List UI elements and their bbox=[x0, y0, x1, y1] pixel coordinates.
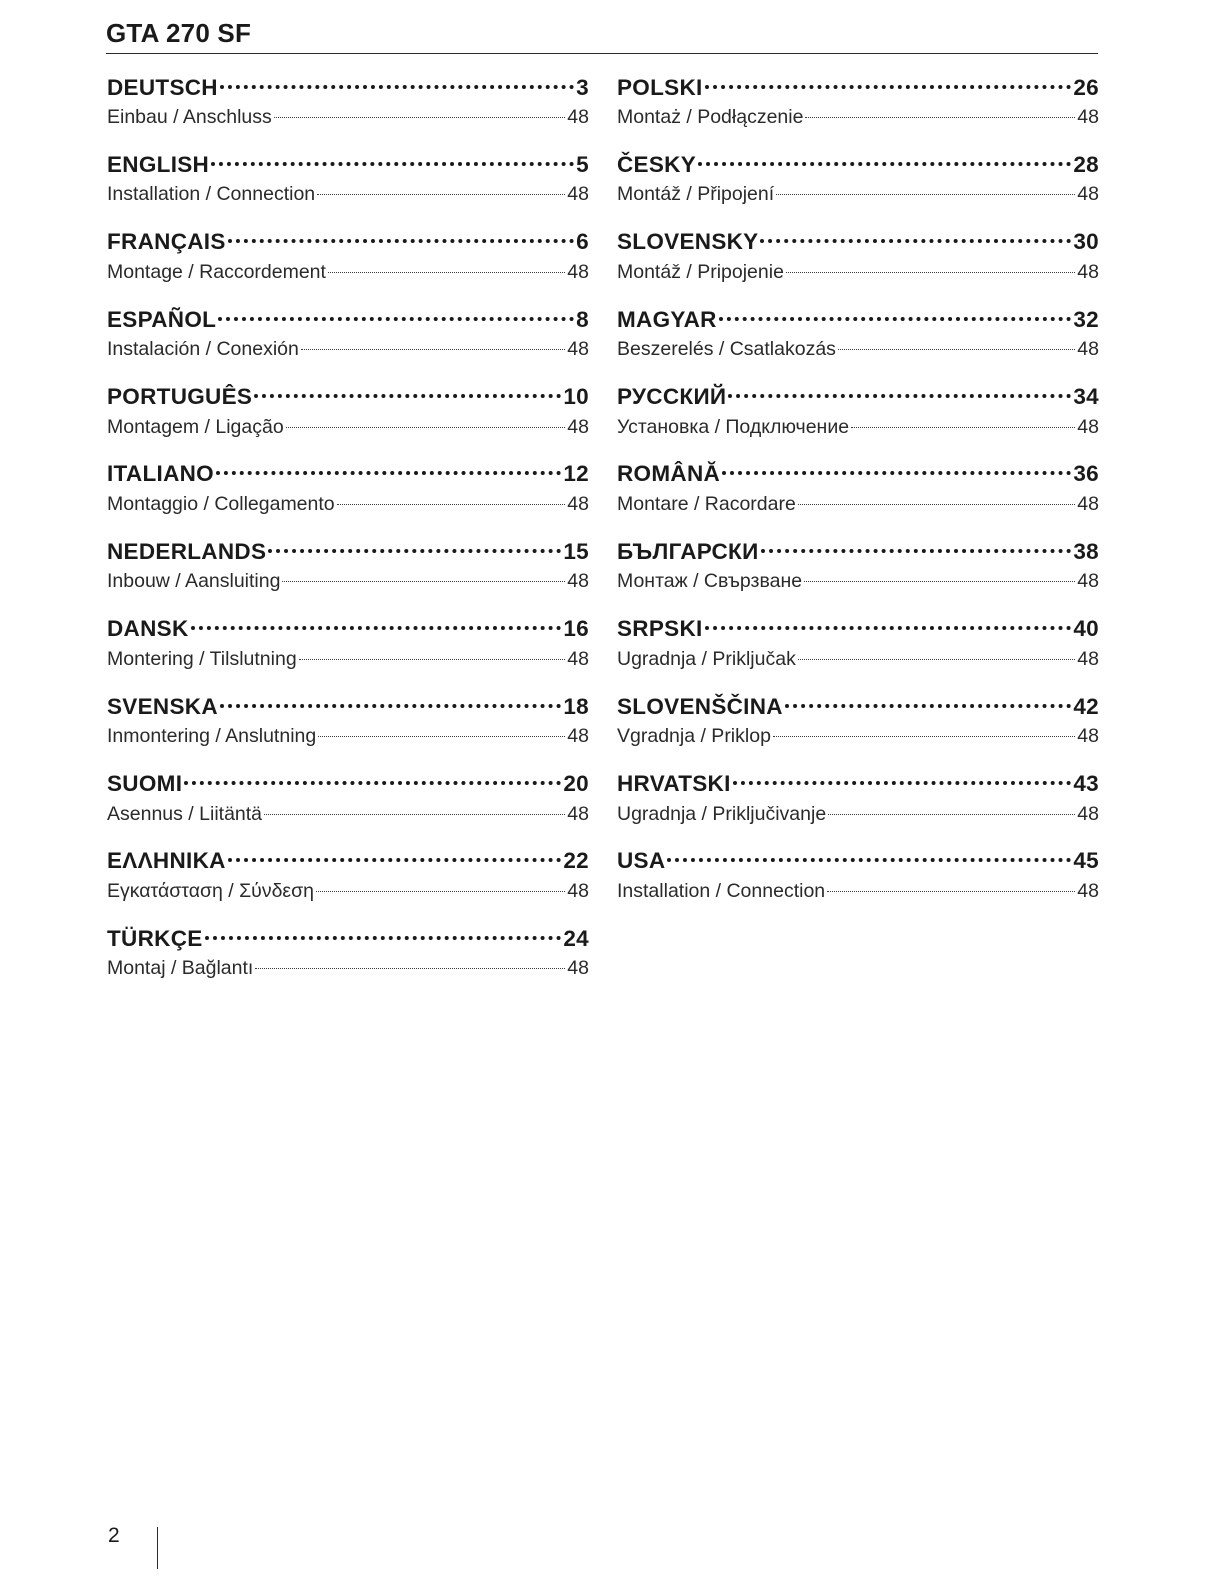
toc-page-number: 22 bbox=[563, 848, 589, 874]
toc-subsection-page: 48 bbox=[1077, 879, 1099, 902]
toc-subsection-label: Installation / Connection bbox=[107, 183, 316, 206]
dot-leader bbox=[301, 330, 565, 351]
dot-leader bbox=[220, 62, 574, 89]
toc-page-number: 12 bbox=[563, 461, 589, 487]
toc-language-label: ΕΛΛΗΝΙΚΑ bbox=[107, 848, 226, 874]
toc-subsection[interactable] bbox=[617, 566, 1099, 596]
toc-subsection[interactable] bbox=[107, 876, 589, 906]
toc-subsection[interactable] bbox=[107, 257, 589, 287]
toc-subsection-label: Montaggio / Collegamento bbox=[107, 492, 335, 515]
toc-language-label: DANSK bbox=[107, 616, 189, 642]
toc-subsection[interactable] bbox=[107, 799, 589, 829]
dot-leader bbox=[705, 62, 1072, 89]
toc-subsection[interactable] bbox=[107, 721, 589, 751]
toc-subsection-page: 48 bbox=[567, 957, 589, 980]
toc-subsection-page: 48 bbox=[567, 570, 589, 593]
toc-subsection-page: 48 bbox=[567, 260, 589, 283]
toc-subsection[interactable] bbox=[107, 334, 589, 364]
toc-entry[interactable] bbox=[107, 223, 589, 300]
toc-language-label: FRANÇAIS bbox=[107, 229, 226, 255]
toc-page-number: 15 bbox=[563, 538, 589, 564]
toc-entry[interactable] bbox=[617, 455, 1099, 532]
toc-subsection-label: Inmontering / Anslutning bbox=[107, 725, 317, 748]
toc-subsection[interactable] bbox=[617, 179, 1099, 209]
toc-subsection-label: Montagem / Ligação bbox=[107, 415, 284, 438]
dot-leader bbox=[761, 526, 1072, 553]
toc-page-number: 43 bbox=[1073, 771, 1099, 797]
toc-subsection[interactable] bbox=[107, 179, 589, 209]
dot-leader bbox=[733, 759, 1072, 786]
toc-entry[interactable] bbox=[617, 687, 1099, 764]
toc-subsection-label: Einbau / Anschluss bbox=[107, 106, 272, 128]
toc-subsection-page: 48 bbox=[1077, 802, 1099, 825]
toc-subsection-page: 48 bbox=[1077, 647, 1099, 670]
toc-language-label: NEDERLANDS bbox=[107, 538, 267, 564]
toc-language-label: PORTUGUÊS bbox=[107, 384, 253, 410]
toc-language-label: БЪЛГАРСКИ bbox=[617, 538, 759, 564]
dot-leader bbox=[317, 175, 565, 196]
toc-language-label: SRPSKI bbox=[617, 616, 703, 642]
toc-subsection[interactable] bbox=[617, 721, 1099, 751]
toc-page-number: 26 bbox=[1073, 74, 1099, 100]
toc-page-number: 30 bbox=[1073, 229, 1099, 255]
toc-subsection-label: Montaż / Podłączenie bbox=[617, 106, 804, 128]
toc-subsection[interactable] bbox=[107, 953, 589, 983]
toc-subsection[interactable] bbox=[107, 102, 589, 132]
toc-language-label: ČESKY bbox=[617, 151, 697, 177]
toc-subsection-page: 48 bbox=[1077, 338, 1099, 361]
toc-subsection-page: 48 bbox=[1077, 415, 1099, 438]
toc-page-number: 32 bbox=[1073, 306, 1099, 332]
toc-subsection[interactable] bbox=[617, 334, 1099, 364]
toc-entry[interactable] bbox=[107, 455, 589, 532]
toc-language-label: ROMÂNĂ bbox=[617, 461, 721, 487]
toc-subsection-label: Ugradnja / Priključak bbox=[617, 647, 796, 670]
dot-leader bbox=[228, 217, 575, 244]
toc-left-column bbox=[107, 68, 589, 997]
title-divider bbox=[106, 53, 1098, 54]
toc-entry[interactable] bbox=[617, 842, 1099, 919]
dot-leader bbox=[851, 407, 1075, 428]
toc-language-label: SLOVENSKY bbox=[617, 229, 759, 255]
page-title: GTA 270 SF bbox=[106, 18, 252, 48]
toc-subsection[interactable] bbox=[617, 489, 1099, 519]
dot-leader bbox=[804, 562, 1075, 583]
toc-entry[interactable] bbox=[107, 145, 589, 222]
dot-leader bbox=[838, 330, 1075, 351]
toc-subsection-label: Instalación / Conexión bbox=[107, 338, 299, 361]
toc-subsection[interactable] bbox=[617, 412, 1099, 442]
dot-leader bbox=[216, 449, 561, 476]
toc-language-label: MAGYAR bbox=[617, 306, 717, 332]
toc-entry[interactable] bbox=[107, 300, 589, 377]
toc-language-label: HRVATSKI bbox=[617, 771, 731, 797]
toc-language-label: SLOVENŠČINA bbox=[617, 693, 783, 719]
toc-entry[interactable] bbox=[107, 919, 589, 996]
dot-leader bbox=[191, 604, 562, 631]
dot-leader bbox=[282, 562, 565, 583]
dot-leader bbox=[299, 639, 566, 660]
toc-right-column bbox=[617, 68, 1099, 919]
toc-page-number: 40 bbox=[1073, 616, 1099, 642]
dot-leader bbox=[828, 794, 1075, 815]
toc-page-number: 24 bbox=[563, 925, 589, 951]
toc-page-number: 42 bbox=[1073, 693, 1099, 719]
dot-leader bbox=[255, 949, 565, 970]
dot-leader bbox=[786, 252, 1075, 273]
dot-leader bbox=[274, 98, 566, 119]
toc-entry[interactable] bbox=[617, 610, 1099, 687]
dot-leader bbox=[218, 294, 574, 321]
toc-subsection-label: Beszerelés / Csatlakozás bbox=[617, 338, 836, 361]
page-number: 2 bbox=[108, 1524, 120, 1547]
toc-page-number: 38 bbox=[1073, 538, 1099, 564]
toc-entry[interactable] bbox=[107, 68, 589, 145]
toc-language-label: TÜRKÇE bbox=[107, 925, 203, 951]
toc-entry[interactable] bbox=[107, 532, 589, 609]
dot-leader bbox=[264, 794, 565, 815]
dot-leader bbox=[827, 871, 1075, 892]
toc-subsection-label: Inbouw / Aansluiting bbox=[107, 570, 281, 593]
toc-subsection[interactable] bbox=[107, 566, 589, 596]
toc-subsection-page: 48 bbox=[567, 725, 589, 748]
dot-leader bbox=[667, 836, 1071, 863]
dot-leader bbox=[184, 759, 561, 786]
dot-leader bbox=[228, 836, 562, 863]
toc-entry[interactable] bbox=[617, 68, 1099, 145]
toc-subsection-page: 48 bbox=[567, 106, 589, 128]
dot-leader bbox=[805, 98, 1075, 119]
toc-subsection-page: 48 bbox=[567, 647, 589, 670]
toc-language-label: SUOMI bbox=[107, 771, 183, 797]
dot-leader bbox=[211, 139, 574, 166]
dot-leader bbox=[698, 139, 1071, 166]
toc-language-label: ITALIANO bbox=[107, 461, 214, 487]
dot-leader bbox=[337, 484, 566, 505]
toc-page-number: 34 bbox=[1073, 384, 1099, 410]
toc-entry[interactable] bbox=[107, 378, 589, 455]
toc-subsection[interactable] bbox=[617, 799, 1099, 829]
toc-entry[interactable] bbox=[107, 842, 589, 919]
toc-subsection[interactable] bbox=[107, 644, 589, 674]
toc-subsection[interactable] bbox=[107, 412, 589, 442]
toc-entry[interactable] bbox=[107, 765, 589, 842]
toc-page-number: 36 bbox=[1073, 461, 1099, 487]
toc-page-number: 18 bbox=[563, 693, 589, 719]
dot-leader bbox=[286, 407, 566, 428]
dot-leader bbox=[316, 871, 565, 892]
toc-entry[interactable] bbox=[617, 145, 1099, 222]
toc-subsection[interactable] bbox=[617, 102, 1099, 132]
toc-subsection-label: Εγκατάσταση / Σύνδεση bbox=[107, 879, 315, 902]
toc-language-label: POLSKI bbox=[617, 74, 703, 100]
toc-subsection-page: 48 bbox=[1077, 183, 1099, 206]
toc-entry[interactable] bbox=[107, 610, 589, 687]
toc-subsection-label: Ugradnja / Priključivanje bbox=[617, 802, 827, 825]
dot-leader bbox=[205, 913, 562, 940]
toc-subsection-page: 48 bbox=[567, 802, 589, 825]
dot-leader bbox=[719, 294, 1072, 321]
dot-leader bbox=[776, 175, 1075, 196]
toc-language-label: USA bbox=[617, 848, 666, 874]
toc-page-number: 16 bbox=[563, 616, 589, 642]
toc-entry[interactable] bbox=[107, 687, 589, 764]
toc-subsection-page: 48 bbox=[567, 492, 589, 515]
toc-subsection[interactable] bbox=[617, 257, 1099, 287]
toc-page-number: 3 bbox=[576, 74, 589, 100]
toc-subsection-page: 48 bbox=[567, 183, 589, 206]
dot-leader bbox=[760, 217, 1071, 244]
toc-subsection-page: 48 bbox=[1077, 106, 1099, 128]
toc-subsection-label: Vgradnja / Priklop bbox=[617, 725, 771, 748]
toc-page-number: 10 bbox=[563, 384, 589, 410]
toc-language-label: РУССКИЙ bbox=[617, 384, 727, 410]
toc-subsection-page: 48 bbox=[567, 879, 589, 902]
toc-subsection-label: Montáž / Pripojenie bbox=[617, 260, 784, 283]
dot-leader bbox=[728, 372, 1071, 399]
toc-language-label: ESPAÑOL bbox=[107, 306, 217, 332]
toc-subsection-page: 48 bbox=[567, 338, 589, 361]
toc-page-number: 28 bbox=[1073, 151, 1099, 177]
toc-entry[interactable] bbox=[617, 532, 1099, 609]
toc-page-number: 8 bbox=[576, 306, 589, 332]
toc-subsection[interactable] bbox=[617, 876, 1099, 906]
toc-subsection-label: Montage / Raccordement bbox=[107, 260, 326, 283]
toc-language-label: DEUTSCH bbox=[107, 74, 218, 100]
toc-subsection-label: Montare / Racordare bbox=[617, 492, 796, 515]
toc-subsection-page: 48 bbox=[1077, 570, 1099, 593]
toc-subsection-label: Installation / Connection bbox=[617, 879, 826, 902]
toc-entry[interactable] bbox=[617, 378, 1099, 455]
toc-subsection-label: Montáž / Připojení bbox=[617, 183, 775, 206]
toc-page-number: 5 bbox=[576, 151, 589, 177]
dot-leader bbox=[254, 372, 561, 399]
dot-leader bbox=[798, 484, 1075, 505]
toc-subsection-label: Asennus / Liitäntä bbox=[107, 802, 263, 825]
toc-subsection-page: 48 bbox=[1077, 260, 1099, 283]
toc-subsection-label: Монтаж / Свързване bbox=[617, 570, 803, 593]
toc-subsection-label: Montering / Tilslutning bbox=[107, 647, 297, 670]
toc-entry[interactable] bbox=[617, 223, 1099, 300]
toc-entry[interactable] bbox=[617, 300, 1099, 377]
toc-subsection-label: Montaj / Bağlantı bbox=[107, 957, 254, 980]
dot-leader bbox=[328, 252, 565, 273]
toc-subsection-page: 48 bbox=[1077, 492, 1099, 515]
toc-page-number: 6 bbox=[576, 229, 589, 255]
page-number-divider bbox=[157, 1527, 158, 1569]
toc-subsection-page: 48 bbox=[567, 415, 589, 438]
toc-entry[interactable] bbox=[617, 765, 1099, 842]
toc-page-number: 20 bbox=[563, 771, 589, 797]
dot-leader bbox=[705, 604, 1072, 631]
dot-leader bbox=[798, 639, 1075, 660]
dot-leader bbox=[785, 681, 1072, 708]
dot-leader bbox=[318, 717, 565, 738]
toc-subsection[interactable] bbox=[617, 644, 1099, 674]
toc-subsection[interactable] bbox=[107, 489, 589, 519]
toc-subsection-page: 48 bbox=[1077, 725, 1099, 748]
dot-leader bbox=[722, 449, 1071, 476]
dot-leader bbox=[220, 681, 561, 708]
toc-language-label: ENGLISH bbox=[107, 151, 210, 177]
dot-leader bbox=[773, 717, 1075, 738]
toc-subsection-label: Установка / Подключение bbox=[617, 415, 850, 438]
toc-language-label: SVENSKA bbox=[107, 693, 218, 719]
toc-page-number: 45 bbox=[1073, 848, 1099, 874]
dot-leader bbox=[268, 526, 561, 553]
